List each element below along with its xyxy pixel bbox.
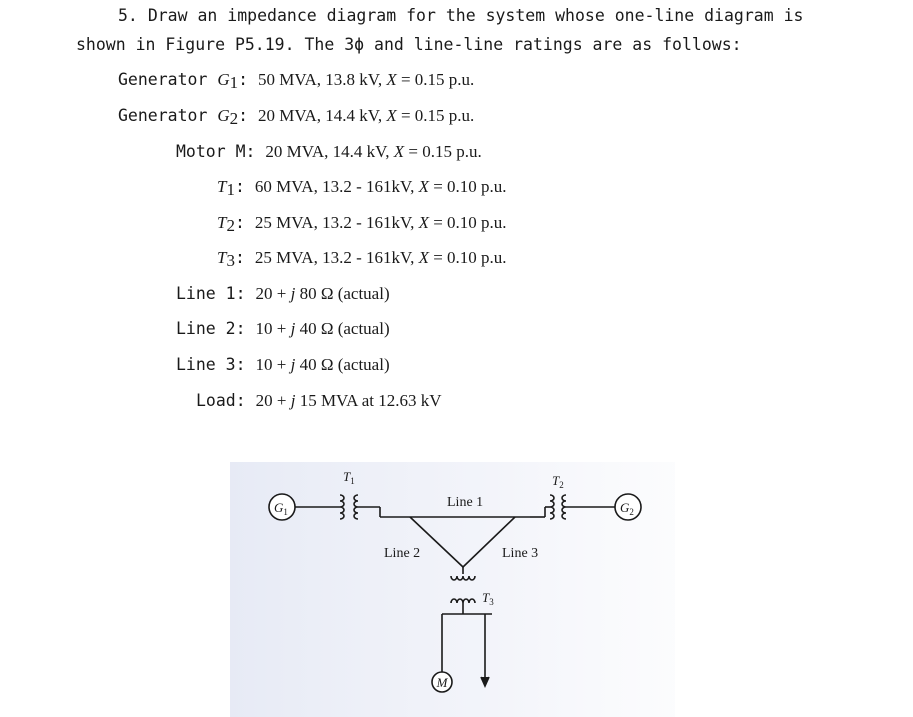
problem-line-2: shown in Figure P5.19. The 3ϕ and line-line ratings are as follows:: [76, 35, 742, 54]
label-line-1: Line 1: [447, 495, 484, 510]
problem-line-1: [118, 6, 803, 25]
label-g1: $G_1$: [274, 500, 288, 517]
label-g2: $G_2$: [620, 500, 634, 517]
problem-text-1: Draw an impedance diagram for the system whose one-line diagram is: [147, 6, 804, 25]
line-3-impedance: Line 3: 10 + j 40 Ω (actual): [176, 355, 390, 374]
rating-transformer-2: $T_2$: 25 MVA, 13.2 - 161kV, X = 0.10 p.u.: [217, 213, 507, 235]
label-line-2: Line 2: [384, 546, 421, 561]
label-t3: $T_3$: [482, 590, 494, 607]
rating-motor: Motor M: 20 MVA, 14.4 kV, X = 0.15 p.u.: [176, 142, 482, 161]
rating-generator-1: Generator $G_1$: 50 MVA, 13.8 kV, X = 0.15 p.u.: [118, 70, 475, 92]
line-2-impedance: Line 2: 10 + j 40 Ω (actual): [176, 319, 390, 338]
label-motor: M: [436, 675, 448, 690]
load-rating: Load: 20 + j 15 MVA at 12.63 kV: [196, 391, 442, 410]
one-line-diagram: [230, 462, 675, 717]
label-t1: $T_1$: [343, 469, 355, 486]
rating-transformer-3: $T_3$: 25 MVA, 13.2 - 161kV, X = 0.10 p.u.: [217, 248, 507, 270]
label-line-3: Line 3: [502, 546, 539, 561]
line-1-impedance: Line 1: 20 + j 80 Ω (actual): [176, 284, 390, 303]
rating-transformer-1: $T_1$: 60 MVA, 13.2 - 161kV, X = 0.10 p.u.: [217, 177, 507, 199]
label-t2: $T_2$: [552, 473, 564, 490]
problem-number: 5.: [118, 6, 138, 25]
rating-generator-2: Generator $G_2$: 20 MVA, 14.4 kV, X = 0.15 p.u.: [118, 106, 475, 128]
